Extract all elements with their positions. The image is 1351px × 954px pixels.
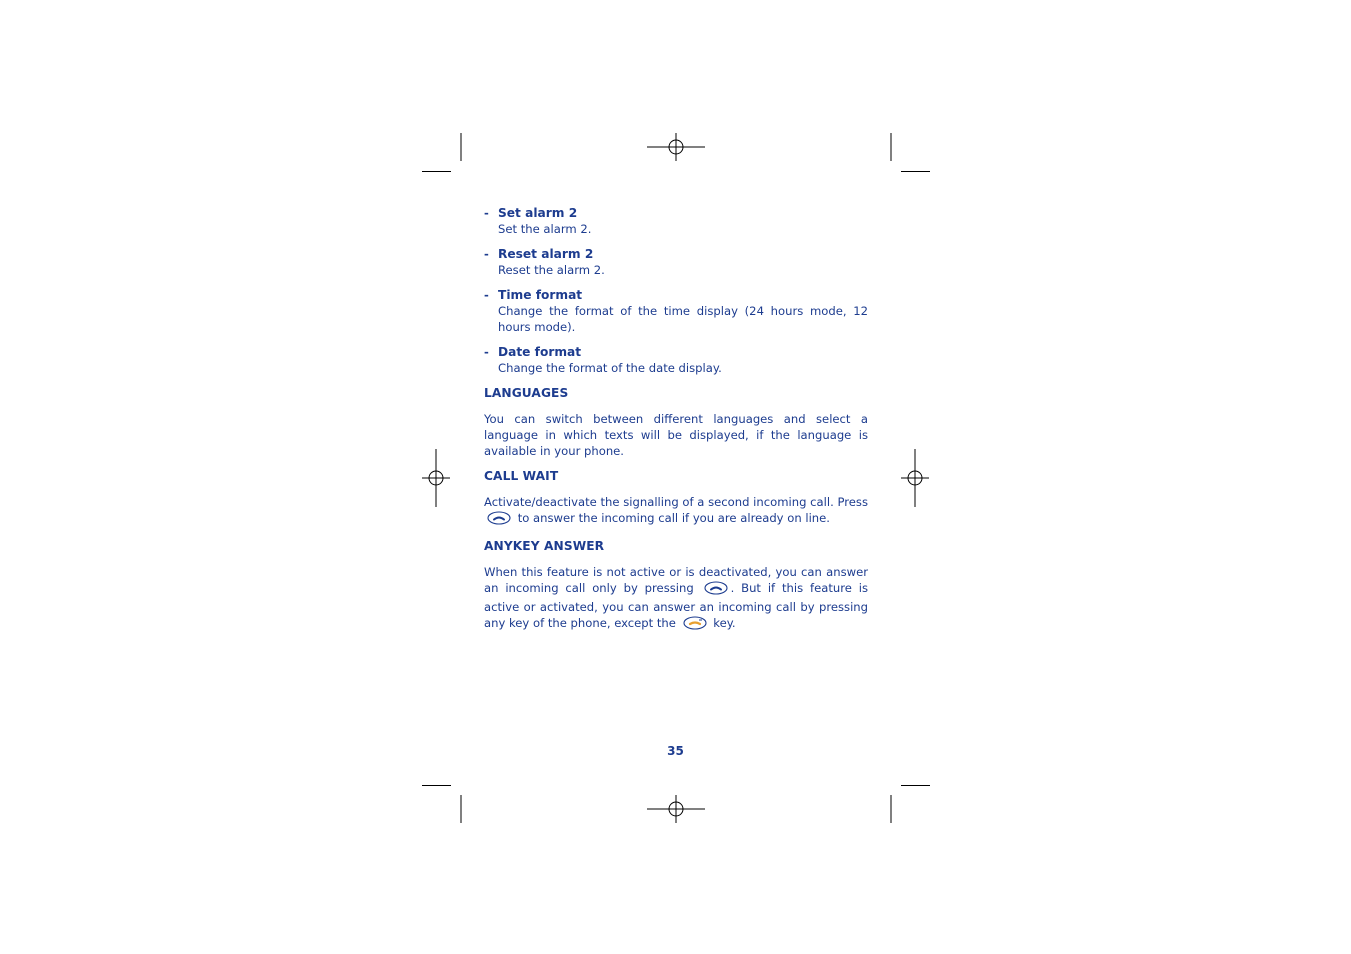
section-heading-anykey-answer: ANYKEY ANSWER xyxy=(484,539,605,553)
list-dash: - xyxy=(484,206,489,220)
registration-target-bottom xyxy=(647,795,705,823)
call-wait-paragraph xyxy=(484,494,868,529)
list-dash: - xyxy=(484,345,489,359)
section-heading-languages: LANGUAGES xyxy=(484,386,569,400)
registration-target-top xyxy=(647,133,705,161)
anykey-text-3: key. xyxy=(713,616,736,630)
send-call-key-icon xyxy=(487,511,511,529)
page-content xyxy=(484,205,868,643)
list-item-time-format xyxy=(484,287,868,335)
languages-paragraph: You can switch between different languages and select a language in which texts will be displayed, if the language is available in your phone. xyxy=(484,412,868,458)
anykey-paragraph xyxy=(484,564,868,634)
list-item-set-alarm-2 xyxy=(484,205,868,237)
list-dash: - xyxy=(484,247,489,261)
call-wait-text-1: Activate/deactivate the signalling of a second incoming call. Press xyxy=(484,495,868,509)
anykey-text-2: . But if this feature is active or activated, you can answer an incoming call by pressing any key of the phone, except the xyxy=(484,581,868,630)
item-title: Date format xyxy=(498,345,582,359)
list-item-date-format xyxy=(484,344,868,376)
item-description: Set the alarm 2. xyxy=(498,222,592,236)
item-description: Change the format of the date display. xyxy=(498,361,722,375)
anykey-text-1: When this feature is not active or is deactivated, you can answer an incoming call only by pressing xyxy=(484,565,868,595)
send-call-key-icon xyxy=(704,581,728,599)
section-heading-call-wait: CALL WAIT xyxy=(484,469,559,483)
item-description: Reset the alarm 2. xyxy=(498,263,605,277)
list-item-reset-alarm-2 xyxy=(484,246,868,278)
item-title: Time format xyxy=(498,288,583,302)
item-description: Change the format of the time display (24 hours mode, 12 hours mode). xyxy=(498,304,868,334)
end-call-key-icon xyxy=(683,616,707,634)
registration-target-left xyxy=(422,449,450,507)
call-wait-text-2: to answer the incoming call if you are already on line. xyxy=(517,511,830,525)
item-title: Set alarm 2 xyxy=(498,206,578,220)
page-number: 35 xyxy=(667,744,684,758)
list-dash: - xyxy=(484,288,489,302)
registration-target-right xyxy=(901,449,929,507)
item-title: Reset alarm 2 xyxy=(498,247,594,261)
